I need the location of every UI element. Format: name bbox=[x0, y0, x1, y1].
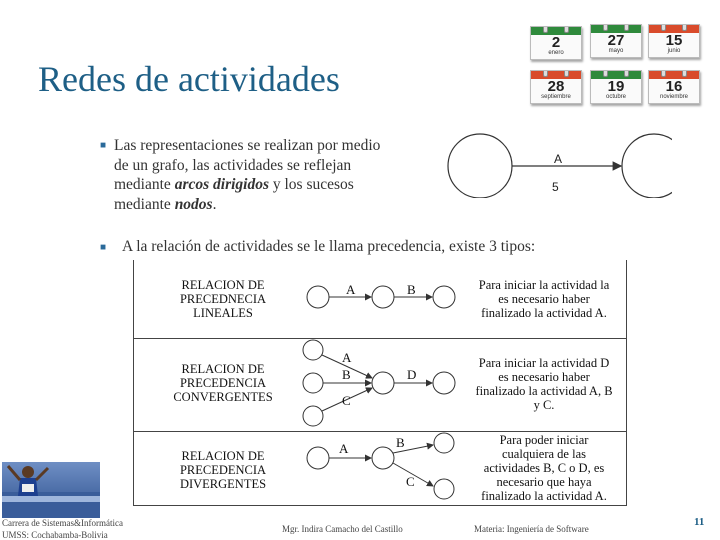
table-row bbox=[134, 260, 626, 339]
calendar-icon bbox=[530, 70, 582, 104]
calendar-icon bbox=[590, 24, 642, 58]
text-run: y los sucesos bbox=[269, 176, 354, 193]
desc-line: finalizado la actividad A. bbox=[481, 489, 607, 503]
text-run: mediante bbox=[114, 195, 175, 213]
desc-line: Para iniciar la actividad D bbox=[478, 356, 610, 370]
calendar-day: 15 bbox=[665, 32, 683, 49]
precedence-table bbox=[133, 260, 627, 506]
node bbox=[307, 286, 329, 308]
calendar-month: mayo bbox=[608, 48, 624, 54]
text-run: mediante bbox=[114, 176, 175, 193]
activity-label: A bbox=[342, 350, 352, 365]
slide-title: Redes de actividades bbox=[38, 59, 340, 99]
node bbox=[303, 340, 323, 360]
activity-label: B bbox=[407, 282, 416, 297]
divergent-precedence-diagram bbox=[299, 431, 467, 505]
desc-line: cualquiera de las bbox=[502, 447, 586, 461]
text-run: . bbox=[212, 195, 217, 213]
calendar-decoration bbox=[530, 18, 715, 108]
calendar-icon bbox=[648, 70, 700, 104]
page-number: 11 bbox=[694, 516, 705, 528]
node bbox=[433, 372, 455, 394]
end-node bbox=[622, 134, 672, 198]
node bbox=[434, 433, 454, 453]
label-line: LINEALES bbox=[193, 306, 253, 320]
relation-description bbox=[466, 278, 622, 320]
node bbox=[434, 479, 454, 499]
activity-label: A bbox=[554, 152, 563, 166]
table-row bbox=[134, 431, 626, 505]
desc-line: actividades B, C o D, es bbox=[483, 461, 605, 475]
convergent-precedence-diagram bbox=[299, 338, 467, 431]
calendar-day: 2 bbox=[551, 34, 561, 51]
linear-precedence-diagram bbox=[299, 260, 467, 338]
calendar-month: enero bbox=[548, 50, 564, 56]
desc-line: finalizado la actividad A, B bbox=[475, 384, 613, 398]
desc-line: y C. bbox=[533, 398, 555, 412]
bullet-text-2: A la relación de actividades se le llama precedencia, existe 3 tipos: bbox=[122, 238, 536, 255]
node bbox=[307, 447, 329, 469]
desc-line: necesario que haya bbox=[496, 475, 592, 489]
calendar-month: septiembre bbox=[541, 94, 571, 100]
activity-label: A bbox=[339, 441, 349, 456]
label-line: PRECEDNECIA bbox=[179, 292, 267, 306]
calendar-month: junio bbox=[667, 48, 681, 54]
relation-description bbox=[466, 433, 622, 503]
calendar-day: 16 bbox=[665, 78, 683, 95]
activity-label: B bbox=[396, 435, 405, 450]
bullet-text-1 bbox=[114, 136, 414, 214]
node bbox=[372, 286, 394, 308]
activity-label: A bbox=[346, 282, 356, 297]
activity-label: C bbox=[406, 474, 415, 489]
node bbox=[303, 406, 323, 426]
node bbox=[303, 373, 323, 393]
label-line: CONVERGENTES bbox=[173, 390, 273, 404]
desc-line: Para poder iniciar bbox=[499, 433, 589, 447]
bullet-marker: ■ bbox=[100, 140, 107, 151]
label-line: RELACION DE bbox=[181, 449, 265, 463]
bullet-line bbox=[114, 175, 414, 195]
calendar-icon bbox=[648, 24, 700, 58]
table-row bbox=[134, 338, 626, 432]
node bbox=[372, 447, 394, 469]
runner-photo bbox=[2, 462, 100, 518]
desc-line: finalizado la actividad A. bbox=[481, 306, 607, 320]
footer-institution: Carrera de Sistemas&Informática bbox=[2, 518, 123, 528]
activity-label: D bbox=[407, 367, 417, 382]
footer-author: Mgr. Indira Camacho del Castillo bbox=[282, 524, 403, 534]
calendar-month: noviembre bbox=[659, 94, 688, 100]
label-line: PRECEDENCIA bbox=[179, 463, 267, 477]
start-node bbox=[448, 134, 512, 198]
activity-label: B bbox=[342, 367, 351, 382]
relation-description bbox=[466, 356, 622, 412]
bullet-line: de un grafo, las actividades se reflejan bbox=[114, 156, 352, 174]
label-line: PRECEDENCIA bbox=[179, 376, 267, 390]
label-line: RELACION DE bbox=[181, 278, 265, 292]
calendar-day: 27 bbox=[607, 32, 625, 49]
activity-node-diagram bbox=[442, 132, 672, 198]
duration-label: 5 bbox=[552, 180, 559, 194]
label-line: DIVERGENTES bbox=[179, 477, 267, 491]
calendar-icon bbox=[590, 70, 642, 104]
calendar-month: octubre bbox=[605, 94, 626, 100]
relation-type-label bbox=[142, 362, 304, 404]
calendar-day: 19 bbox=[607, 78, 625, 95]
bullet-line bbox=[114, 195, 414, 215]
node bbox=[372, 372, 394, 394]
emphasis-arcos: arcos dirigidos bbox=[174, 176, 269, 193]
desc-line: es necesario haber bbox=[498, 292, 590, 306]
runner-illustration bbox=[2, 462, 100, 518]
label-line: RELACION DE bbox=[181, 362, 265, 376]
desc-line: Para iniciar la actividad la bbox=[478, 278, 610, 292]
emphasis-nodos: nodos bbox=[174, 195, 213, 213]
node bbox=[433, 286, 455, 308]
activity-label: C bbox=[342, 393, 351, 408]
footer-location: UMSS: Cochabamba-Bolivia bbox=[2, 530, 108, 540]
calendar-icon bbox=[530, 26, 582, 60]
calendar-day: 28 bbox=[547, 78, 565, 95]
bullet-line: Las representaciones se realizan por medio bbox=[114, 137, 381, 154]
relation-type-label bbox=[142, 449, 304, 491]
relation-type-label bbox=[142, 278, 304, 320]
footer-course: Materia: Ingeniería de Software bbox=[474, 524, 589, 534]
desc-line: es necesario haber bbox=[498, 370, 590, 384]
bullet-marker: ■ bbox=[100, 242, 107, 253]
